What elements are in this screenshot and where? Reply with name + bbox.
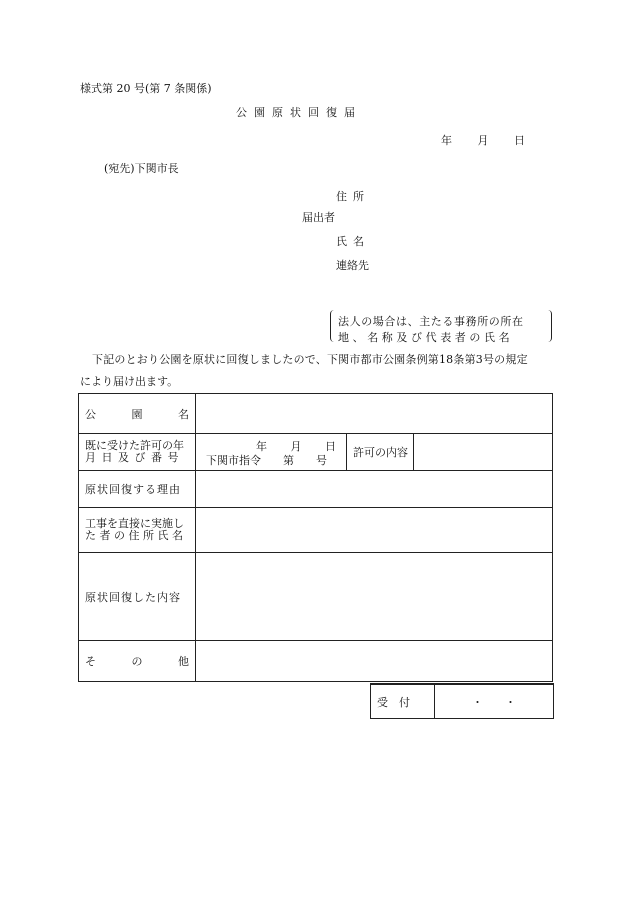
corporate-note-line1: 法人の場合は、主たる事務所の所在 <box>338 315 524 328</box>
row-other <box>79 641 553 682</box>
contact-label: 連絡先 <box>336 259 369 272</box>
form-table <box>78 393 553 682</box>
restored-content-label: 原状回復した内容 <box>79 553 196 641</box>
permit-content-field[interactable] <box>414 434 553 471</box>
park-name-field[interactable] <box>196 394 553 434</box>
form-number: 様式第 20 号(第 7 条関係) <box>80 82 212 95</box>
corporate-note-line2: 地、名称及び代表者の氏名 <box>338 331 514 344</box>
contractor-field[interactable] <box>196 508 553 553</box>
permit-label-line1: 既に受けた許可の年 <box>85 439 184 452</box>
permit-date-line: 年 月 日 <box>256 440 336 453</box>
permit-label-line2: 月 日 及 び 番 号 <box>85 451 180 464</box>
row-reason <box>79 471 553 508</box>
document-title: 公園原状回復届 <box>236 106 362 119</box>
body-text-line1: 下記のとおり公園を原状に回復しましたので、下関市都市公園条例第18条第3号の規定 <box>92 353 528 366</box>
reason-field[interactable] <box>196 471 553 508</box>
contractor-label-line2: た 者 の 住 所 氏 名 <box>85 529 183 542</box>
reason-label: 原状回復する理由 <box>79 471 196 508</box>
contractor-label-cell <box>79 508 196 553</box>
permit-label-cell <box>79 434 196 471</box>
row-restored-content <box>79 553 553 641</box>
other-label-cell <box>79 641 196 682</box>
applicant-label: 届出者 <box>302 211 335 224</box>
restored-content-field[interactable] <box>196 553 553 641</box>
addressee: (宛先)下関市長 <box>104 162 179 175</box>
row-park-name <box>79 394 553 434</box>
contractor-label-line1: 工事を直接に実施し <box>85 517 184 530</box>
address-label: 住所 <box>336 190 370 203</box>
permit-number-line: 下関市指令 第 号 <box>206 454 327 467</box>
receipt-date-field[interactable]: ・ ・ <box>472 695 516 709</box>
row-permit <box>79 434 553 471</box>
date-line: 年 月 日 <box>441 134 525 147</box>
receipt-box <box>370 683 554 719</box>
park-name-label: 公 園 名 <box>85 407 189 421</box>
name-label: 氏名 <box>336 235 370 248</box>
permit-content-label: 許可の内容 <box>347 434 414 471</box>
receipt-label: 受 付 <box>371 685 435 718</box>
other-field[interactable] <box>196 641 553 682</box>
permit-date-field[interactable] <box>196 434 347 471</box>
row-contractor <box>79 508 553 553</box>
body-text-line2: により届け出ます。 <box>80 375 179 388</box>
other-label: そ の 他 <box>85 655 189 668</box>
park-name-label-cell <box>79 394 196 434</box>
